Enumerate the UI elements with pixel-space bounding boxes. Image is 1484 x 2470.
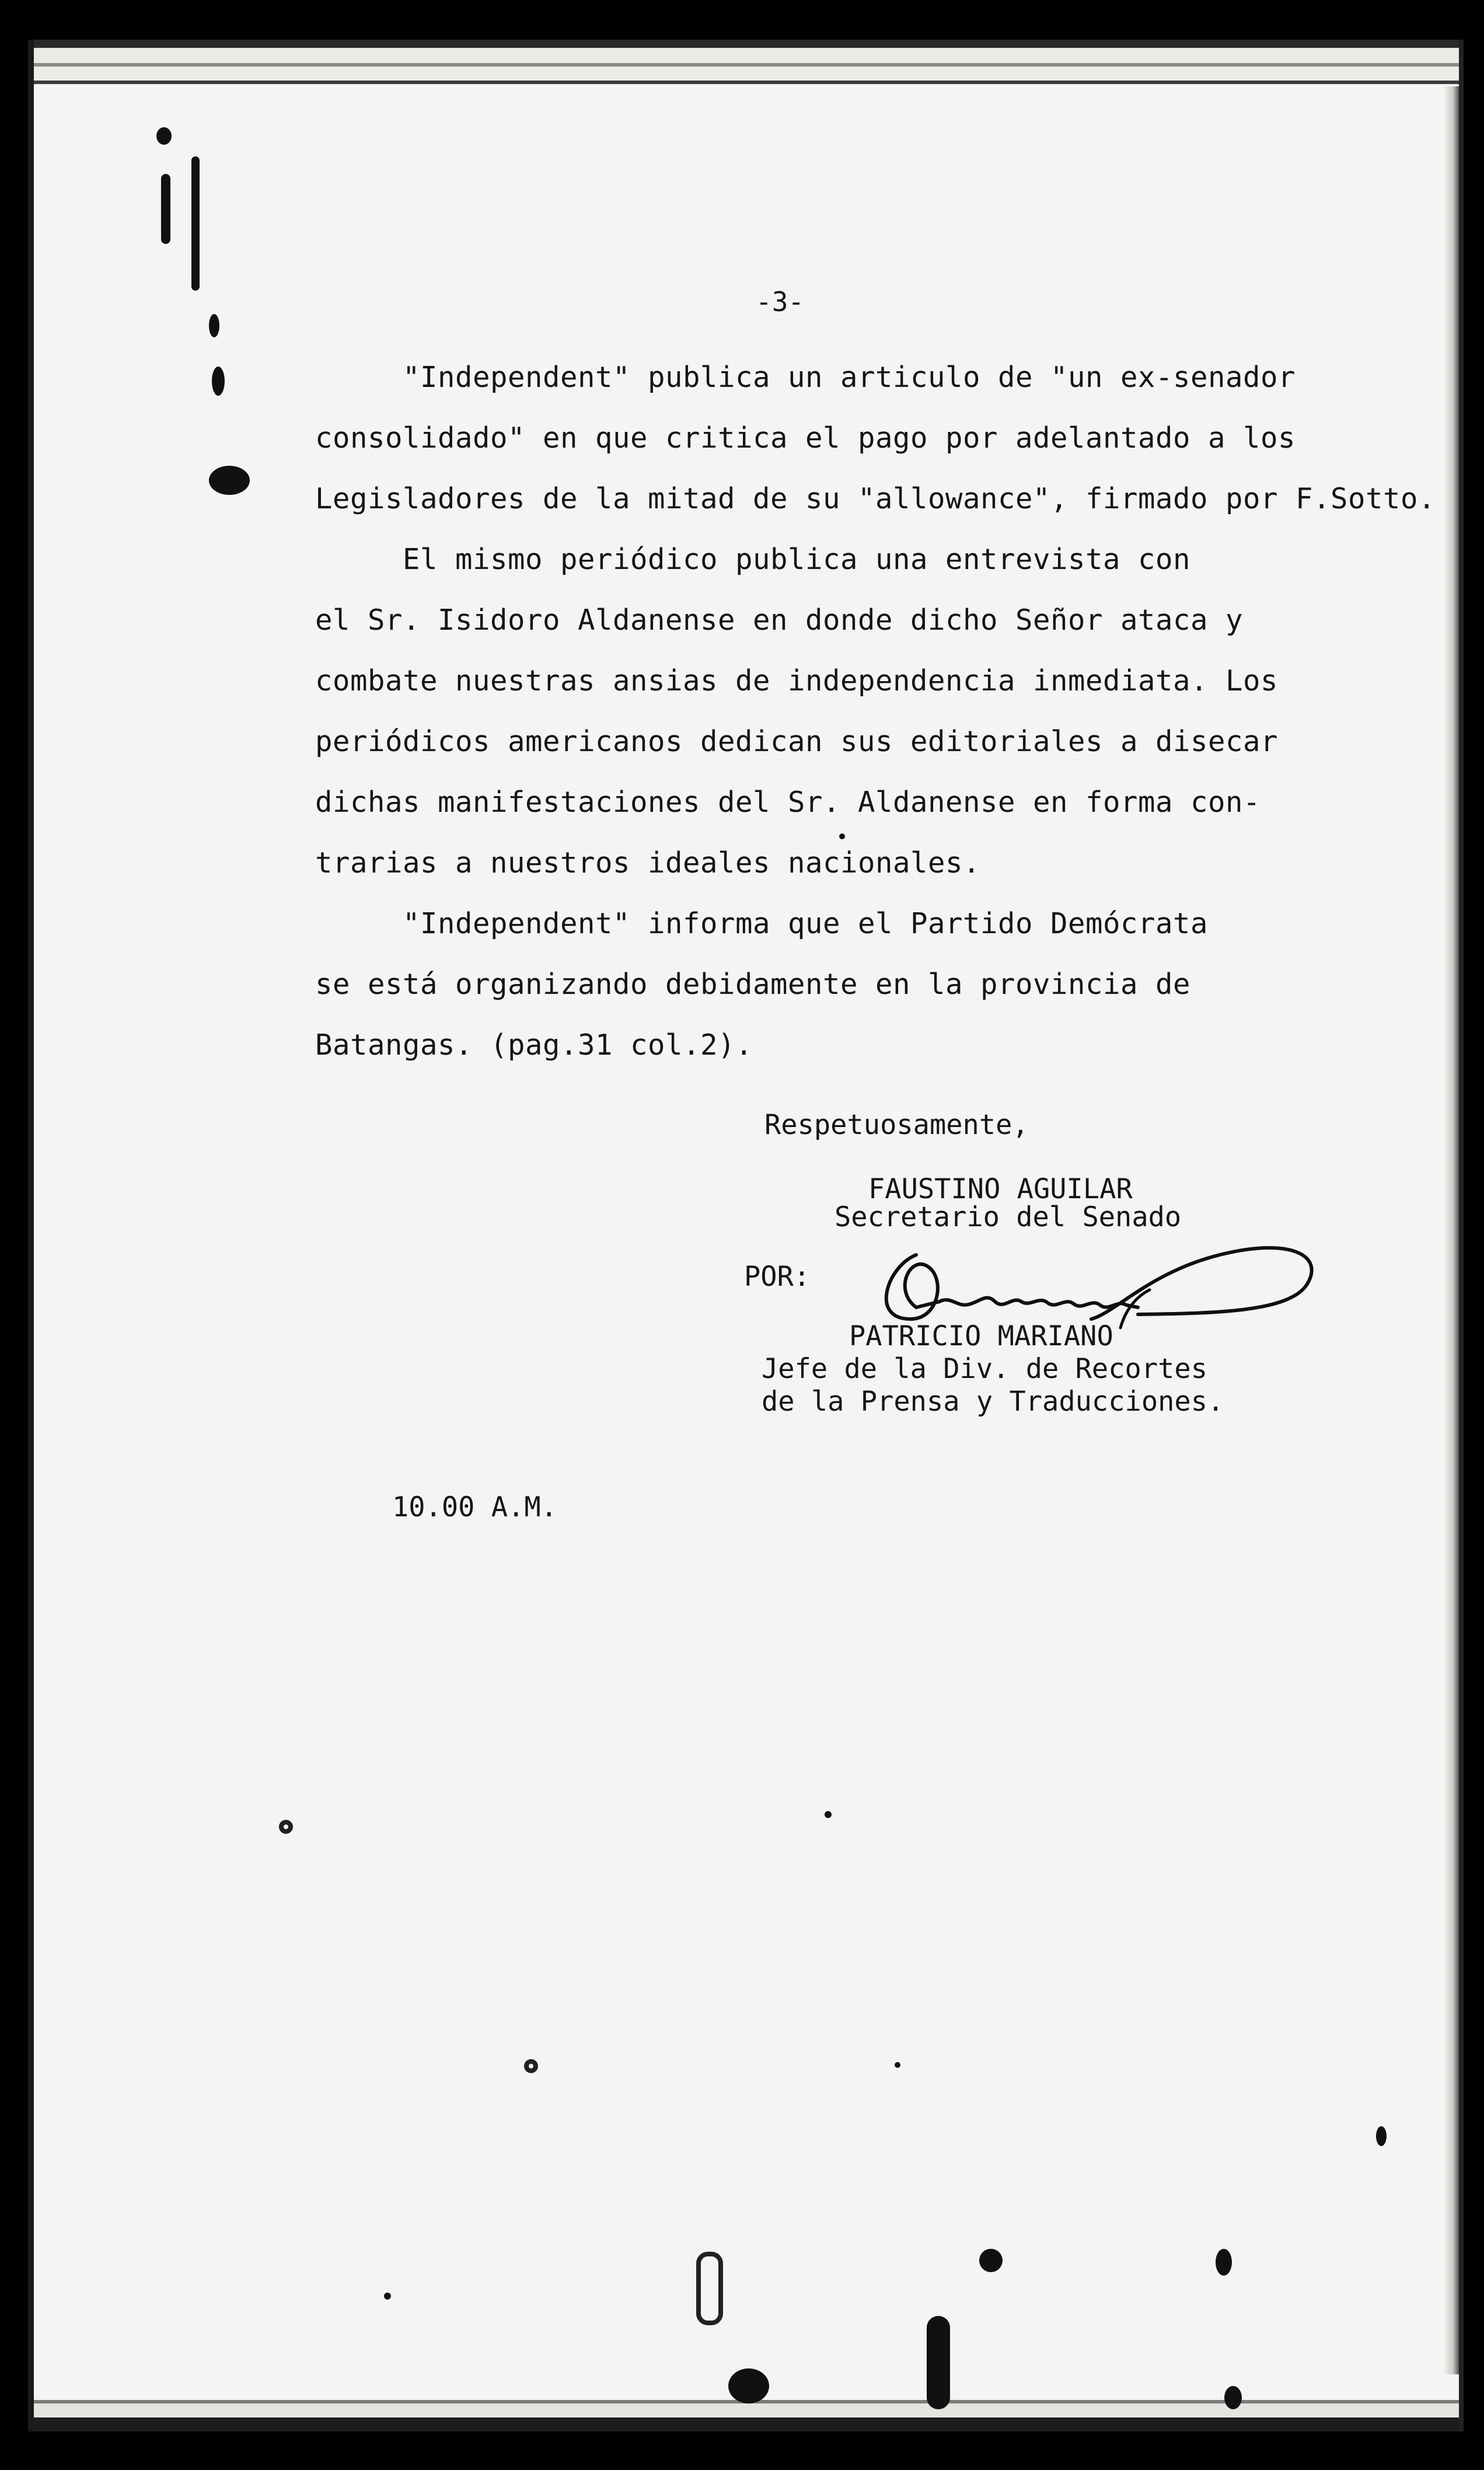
ink-blot (927, 2316, 950, 2409)
ink-blot (191, 156, 200, 291)
ink-blot (161, 174, 170, 244)
sub-signatory-title-line1: Jefe de la Div. de Recortes (762, 1353, 1208, 1385)
ink-blot (384, 2293, 391, 2300)
text-line: trarias a nuestros ideales nacionales. (315, 846, 981, 880)
page-top-edge (34, 40, 1459, 93)
text-line: El mismo periódico publica una entrevista con (315, 543, 1191, 576)
closing: Respetuosamente, (764, 1109, 1029, 1141)
ink-ring (524, 2059, 538, 2073)
ink-blot (212, 367, 225, 396)
time-stamp: 10.00 A.M. (392, 1491, 557, 1523)
text-line: dichas manifestaciones del Sr. Aldanense en forma con- (315, 786, 1261, 819)
ink-ring (696, 2252, 723, 2325)
page-right-edge (1444, 86, 1459, 2374)
page-number: -3- (756, 286, 805, 318)
text-line: combate nuestras ansias de independencia inmediata. Los (315, 664, 1279, 697)
signatory-title: Secretario del Senado (834, 1201, 1182, 1233)
text-line: se está organizando debidamente en la provincia de (315, 968, 1191, 1001)
text-line: "Independent" informa que el Partido Demócrata (315, 907, 1209, 940)
por-label: POR: (744, 1261, 811, 1293)
ink-blot (979, 2249, 1003, 2272)
text-line: el Sr. Isidoro Aldanense en donde dicho Señor ataca y (315, 603, 1244, 637)
ink-blot (1216, 2249, 1232, 2276)
ink-blot (209, 466, 250, 495)
text-line: Legisladores de la mitad de su "allowance", firmado por F.Sotto. (315, 482, 1436, 515)
ink-blot (156, 127, 172, 145)
sub-signatory-title-line2: de la Prensa y Traducciones. (762, 1386, 1224, 1418)
ink-ring (279, 1820, 293, 1834)
ink-blot (1376, 2126, 1387, 2146)
text-line: Batangas. (pag.31 col.2). (315, 1028, 753, 1062)
text-line: consolidado" en que critica el pago por adelantado a los (315, 421, 1296, 455)
ink-blot (825, 1811, 832, 1818)
ink-blot (895, 2062, 900, 2068)
ink-blot (728, 2368, 769, 2403)
text-line: periódicos americanos dedican sus editoriales a disecar (315, 725, 1279, 758)
text-line: "Independent" publica un articulo de "un ex-senador (315, 361, 1296, 394)
sub-signatory-name: PATRICIO MARIANO (849, 1320, 1113, 1352)
ink-blot (209, 314, 219, 337)
signatory-name: FAUSTINO AGUILAR (868, 1173, 1133, 1205)
ink-blot (1224, 2386, 1242, 2409)
